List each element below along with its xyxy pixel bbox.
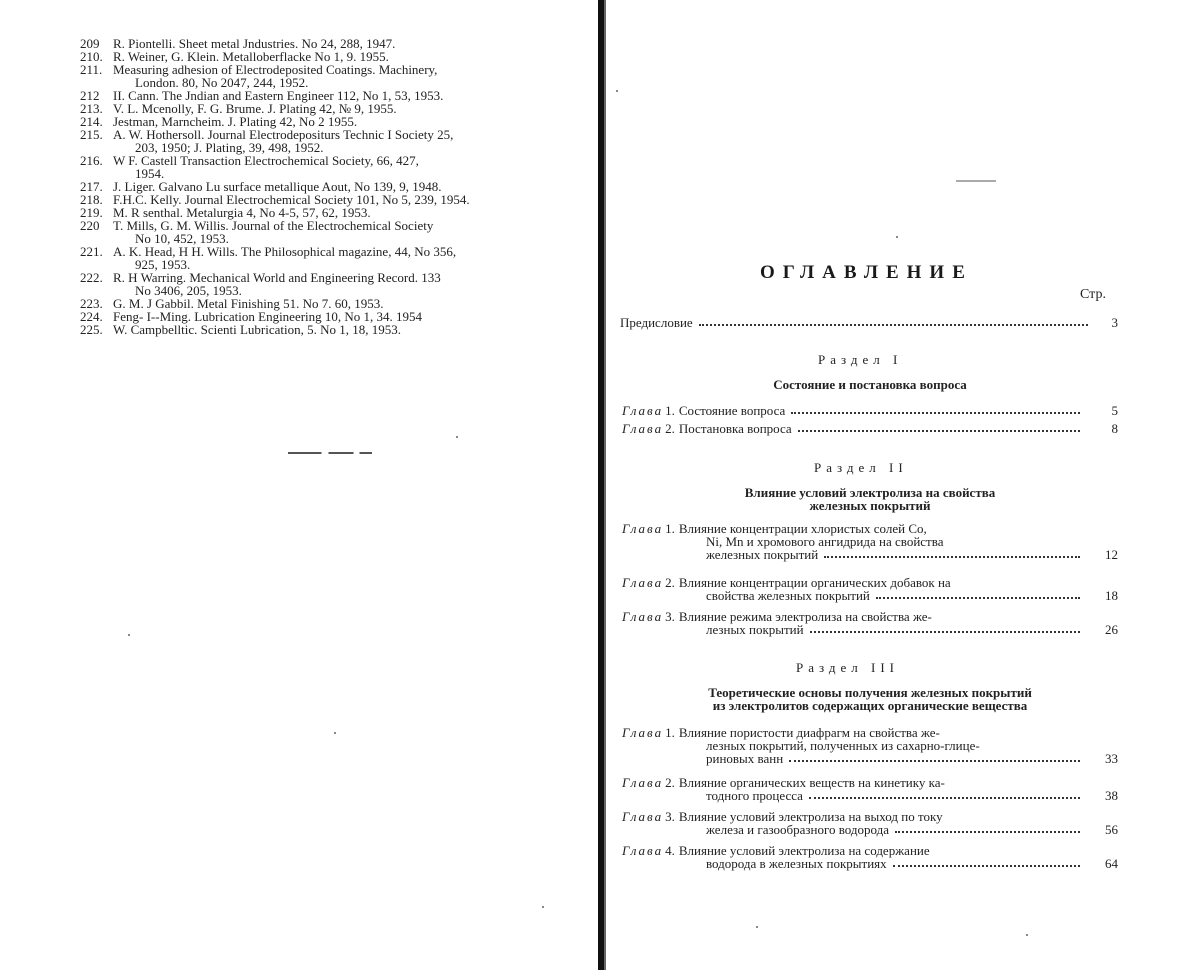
reference-number: 219.: [80, 205, 103, 220]
toc-page-number: 26: [1105, 622, 1118, 637]
chapter-title: Влияние режима электролиза на свойства же-: [678, 609, 932, 624]
reference-line: W. Campbelltic. Scienti Lubrication, 5. No 1, 18, 1953.: [113, 322, 402, 337]
toc-chapter-entry[interactable]: [622, 522, 1118, 561]
toc-page-number: 18: [1105, 588, 1118, 603]
reference-text: [113, 154, 586, 180]
reference-item: [80, 128, 586, 154]
chapter-line: [622, 823, 1118, 836]
toc-page-number: 33: [1105, 751, 1118, 766]
left-page: [0, 0, 598, 970]
reference-line: R. Weiner, G. Klein. Metalloberflacke No 1, 9. 1955.: [113, 49, 389, 64]
section-heading: Раздел II: [814, 460, 908, 475]
chapter-line: [622, 623, 1118, 636]
reference-line: G. M. J Gabbil. Metal Finishing 51. No 7. 60, 1953.: [113, 296, 384, 311]
dot-leader: [798, 429, 1080, 432]
chapter-label: Глава: [622, 403, 664, 418]
reference-item: [80, 323, 586, 336]
chapter-line: [622, 576, 1118, 589]
chapter-title: железа и газообразного водорода: [706, 822, 890, 837]
chapter-label: Глава: [622, 609, 664, 624]
chapter-number: 2.: [665, 575, 675, 590]
speck: [542, 906, 544, 908]
contents-title: ОГЛАВЛЕНИЕ: [760, 262, 973, 283]
reference-item: [80, 219, 586, 245]
chapter-label: Глава: [622, 421, 664, 436]
dot-leader: [876, 596, 1080, 599]
reference-number: 209: [80, 36, 100, 51]
chapter-number: 1.: [665, 403, 675, 418]
chapter-line: [622, 752, 1118, 765]
chapter-title: Влияние органических веществ на кинетику ка-: [678, 775, 945, 790]
reference-number: 218.: [80, 192, 103, 207]
reference-item: [80, 154, 586, 180]
chapter-number: 2.: [665, 421, 675, 436]
chapter-label: Глава: [622, 843, 664, 858]
reference-number: 224.: [80, 309, 103, 324]
dot-leader: [791, 411, 1080, 414]
section-heading: Раздел III: [796, 660, 900, 675]
end-ornament: [288, 452, 372, 454]
reference-number: 210.: [80, 49, 103, 64]
reference-number: 221.: [80, 244, 103, 259]
toc-chapter-entry[interactable]: [622, 422, 1118, 435]
chapter-line: [622, 857, 1118, 870]
chapter-number: 3.: [665, 609, 675, 624]
dot-leader: [893, 864, 1080, 867]
reference-number: 214.: [80, 114, 103, 129]
reference-line: 1954.: [135, 166, 165, 181]
chapter-title: тодного процесса: [706, 788, 803, 803]
reference-number: 225.: [80, 322, 103, 337]
reference-number: 220: [80, 218, 100, 233]
chapter-line: [622, 548, 1118, 561]
reference-list: [80, 37, 586, 336]
toc-preface[interactable]: [620, 316, 1118, 329]
section-title-line: Состояние и постановка вопроса: [773, 377, 967, 392]
chapter-label: Глава: [622, 775, 664, 790]
dot-leader: [699, 323, 1088, 326]
section-title: [620, 378, 1120, 391]
section-title-line: из электролитов содержащих органические вещества: [712, 698, 1028, 713]
chapter-label: Глава: [622, 725, 664, 740]
toc-page-number: 5: [1111, 403, 1118, 418]
reference-text: [113, 323, 586, 336]
reference-line: London. 80, No 2047, 244, 1952.: [135, 75, 309, 90]
reference-number: 212: [80, 88, 100, 103]
chapter-label: Глава: [622, 575, 664, 590]
chapter-line: [622, 739, 1118, 752]
chapter-line: [622, 776, 1118, 789]
chapter-title: лезных покрытий, полученных из сахарно-глице-: [706, 738, 980, 753]
reference-item: [80, 271, 586, 297]
toc-chapter-entry[interactable]: [622, 404, 1118, 417]
chapter-title: водорода в железных покрытиях: [706, 856, 887, 871]
smudge: [956, 180, 996, 182]
reference-text: [113, 63, 586, 89]
speck: [334, 732, 336, 734]
toc-page-number: 12: [1105, 547, 1118, 562]
chapter-title: Состояние вопроса: [678, 403, 786, 418]
reference-line: T. Mills, G. M. Willis. Journal of the Electrochemical Society: [113, 218, 434, 233]
chapter-title: Влияние концентрации органических добавок на: [678, 575, 951, 590]
chapter-label: Глава: [622, 809, 664, 824]
chapter-title: лезных покрытий: [706, 622, 804, 637]
reference-number: 222.: [80, 270, 103, 285]
reference-text: [113, 219, 586, 245]
reference-number: 216.: [80, 153, 103, 168]
toc-page-number: 8: [1111, 421, 1118, 436]
reference-number: 215.: [80, 127, 103, 142]
reference-item: [80, 245, 586, 271]
reference-text: [113, 271, 586, 297]
speck: [896, 236, 898, 238]
chapter-number: 2.: [665, 775, 675, 790]
speck: [128, 634, 130, 636]
reference-line: V. L. Mcenolly, F. G. Brume. J. Plating 42, № 9, 1955.: [113, 101, 397, 116]
chapter-line: [622, 535, 1118, 548]
reference-line: Measuring adhesion of Electrodeposited Coatings. Machinery,: [113, 62, 438, 77]
dot-leader: [824, 555, 1080, 558]
reference-line: 203, 1950; J. Plating, 39, 498, 1952.: [135, 140, 324, 155]
chapter-line: [622, 422, 1118, 435]
reference-line: No 3406, 205, 1953.: [135, 283, 242, 298]
reference-line: No 10, 452, 1953.: [135, 231, 229, 246]
chapter-number: 4.: [665, 843, 675, 858]
toc-page-number: 64: [1105, 856, 1118, 871]
toc-chapter-entry[interactable]: [622, 844, 1118, 870]
section-title-line: железных покрытий: [809, 498, 931, 513]
chapter-title: риновых ванн: [706, 751, 784, 766]
reference-line: R. Piontelli. Sheet metal Jndustries. No 24, 288, 1947.: [113, 36, 396, 51]
toc-page-number: 56: [1105, 822, 1118, 837]
toc-chapter-entry[interactable]: [622, 610, 1118, 636]
dot-leader: [809, 796, 1080, 799]
reference-line: Jestman, Marncheim. J. Plating 42, No 2 1955.: [113, 114, 358, 129]
speck: [756, 926, 758, 928]
reference-line: J. Liger. Galvano Lu surface metallique Aout, No 139, 9, 1948.: [113, 179, 442, 194]
reference-line: 925, 1953.: [135, 257, 191, 272]
speck: [456, 436, 458, 438]
speck: [616, 90, 618, 92]
chapter-title: Влияние концентрации хлористых солей Со,: [678, 521, 927, 536]
chapter-number: 3.: [665, 809, 675, 824]
reference-line: F.H.C. Kelly. Journal Electrochemical Society 101, No 5, 239, 1954.: [113, 192, 470, 207]
section-heading: Раздел I: [818, 352, 903, 367]
chapter-number: 1.: [665, 521, 675, 536]
reference-line: II. Cann. The Jndian and Eastern Engineer 112, No 1, 53, 1953.: [113, 88, 444, 103]
chapter-title: Ni, Mn и хромового ангидрида на свойства: [706, 534, 944, 549]
reference-line: M. R senthal. Metalurgia 4, No 4-5, 57, 62, 1953.: [113, 205, 371, 220]
toc-chapter-entry[interactable]: [622, 576, 1118, 602]
chapter-title: Постановка вопроса: [678, 421, 792, 436]
chapter-title: свойства железных покрытий: [706, 588, 870, 603]
toc-chapter-entry[interactable]: [622, 726, 1118, 765]
dot-leader: [810, 630, 1080, 633]
chapter-label: Глава: [622, 521, 664, 536]
reference-number: 223.: [80, 296, 103, 311]
chapter-line: [622, 610, 1118, 623]
section-title-line: Теоретические основы получения железных покрытий: [708, 685, 1032, 700]
dot-leader: [789, 759, 1080, 762]
dot-leader: [895, 830, 1080, 833]
reference-text: [113, 128, 586, 154]
chapter-title: железных покрытий: [706, 547, 819, 562]
reference-line: W F. Castell Transaction Electrochemical Society, 66, 427,: [113, 153, 419, 168]
section-title-line: Влияние условий электролиза на свойства: [744, 485, 996, 500]
toc-preface-text: Предисловие: [620, 315, 693, 330]
toc-chapter-entry[interactable]: [622, 776, 1118, 802]
reference-number: 213.: [80, 101, 103, 116]
chapter-title: Влияние условий электролиза на содержание: [678, 843, 930, 858]
reference-line: A. K. Head, H H. Wills. The Philosophical magazine, 44, No 356,: [113, 244, 457, 259]
reference-number: 217.: [80, 179, 103, 194]
reference-line: R. H Warring. Mechanical World and Engineering Record. 133: [113, 270, 441, 285]
page-column-label: Стр.: [1080, 287, 1106, 302]
reference-item: [80, 63, 586, 89]
toc-page-number: 38: [1105, 788, 1118, 803]
toc-chapter-entry[interactable]: [622, 810, 1118, 836]
chapter-number: 1.: [665, 725, 675, 740]
chapter-line: [622, 589, 1118, 602]
chapter-line: [622, 404, 1118, 417]
section-title: [620, 686, 1120, 712]
reference-text: [113, 245, 586, 271]
reference-number: 211.: [80, 62, 103, 77]
chapter-title: Влияние пористости диафрагм на свойства же-: [678, 725, 940, 740]
section-title: [620, 486, 1120, 512]
chapter-title: Влияние условий электролиза на выход по току: [678, 809, 943, 824]
speck: [1026, 934, 1028, 936]
toc-page-number: 3: [1111, 315, 1118, 330]
reference-line: A. W. Hothersoll. Journal Electrodepositurs Technic I Society 25,: [113, 127, 454, 142]
reference-line: Feng- I--Ming. Lubrication Engineering 10, No 1, 34. 1954: [113, 309, 423, 324]
chapter-line: [622, 789, 1118, 802]
